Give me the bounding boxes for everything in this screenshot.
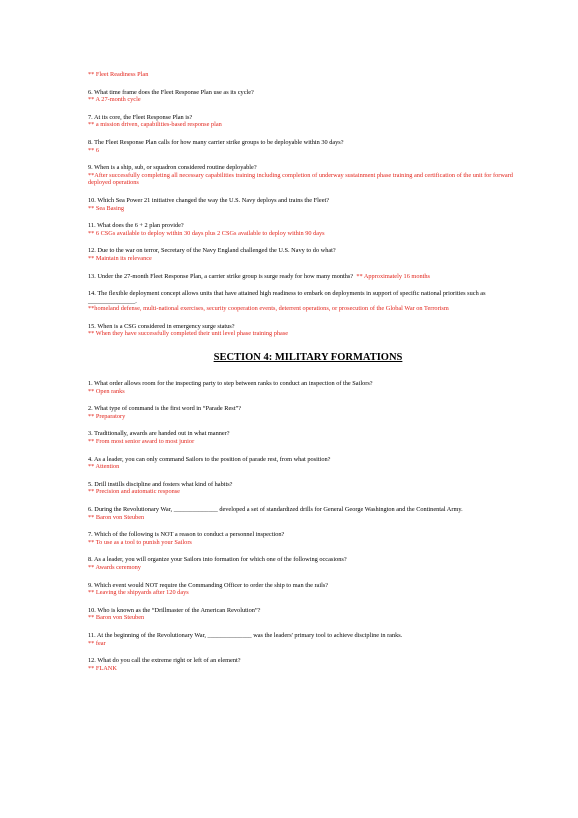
section3-list: [88, 89, 528, 338]
question-text: 7. Which of the following is NOT a reason to conduct a personnel inspection?: [88, 531, 285, 539]
answer-text: ** a mission driven, capabilities-based response plan: [88, 121, 222, 129]
question-item: [88, 481, 528, 496]
question-item: [88, 323, 528, 338]
answer-text: ** Preparatory: [88, 412, 126, 420]
answer-text: ** Precision and automatic response: [88, 488, 180, 496]
question-text: 8. As a leader, you will organize your Sailors into formation for which one of the following occasions?: [88, 556, 347, 564]
question-text: 6. What time frame does the Fleet Response Plan use as its cycle?: [88, 88, 254, 96]
question-text: 12. Due to the war on terror, Secretary of the Navy England challenged the U.S. Navy to do what?: [88, 247, 336, 255]
question-item: [88, 430, 528, 445]
question-item: [88, 380, 528, 395]
question-item: [88, 290, 528, 313]
page-content: [88, 71, 528, 682]
question-text: 4. As a leader, you can only command Sailors to the position of parade rest, from what position?: [88, 455, 331, 463]
answer-text: ** FLANK: [88, 664, 117, 672]
answer-text: ** Attention: [88, 463, 120, 471]
question-item: [88, 89, 528, 104]
answer-text: ** Maintain its relevance: [88, 254, 152, 262]
question-item: [88, 506, 528, 521]
question-text: 6. During the Revolutionary War, ______________ developed a set of standardized drills for General George Washington and the Continental Army.: [88, 506, 463, 513]
question-with-inline-answer: [88, 273, 528, 281]
question-item: [88, 273, 528, 281]
question-item: [88, 197, 528, 212]
question-item: [88, 114, 528, 129]
section-heading: SECTION 4: MILITARY FORMATIONS: [213, 352, 403, 364]
answer-text: ** 6: [88, 146, 100, 154]
question-item: [88, 531, 528, 546]
answer-text: **After successfully completing all necessary capabilities training including completion of underway sustainment phase training and certification of the unit for forward deployed operations: [88, 171, 513, 187]
answer-text: ** 6 CSGs available to deploy within 30 days plus 2 CSGs available to deploy within 90 days: [88, 229, 325, 237]
question-text: 14. The flexible deployment concept allows units that have attained high readiness to embark on deployments in support of specific national priorities such as _______________.: [88, 290, 486, 305]
question-item: [88, 632, 528, 647]
question-text: 3. Traditionally, awards are handed out in what manner?: [88, 430, 230, 438]
question-text: 15. When is a CSG considered in emergency surge status?: [88, 322, 235, 330]
answer-text: ** Awards ceremony: [88, 563, 141, 571]
question-item: [88, 556, 528, 571]
answer-text: ** When they have successfully completed their unit level phase training phase: [88, 330, 289, 338]
question-item: [88, 582, 528, 597]
question-text: 5. Drill instills discipline and fosters what kind of habits?: [88, 480, 233, 488]
question-text: 11. What does the 6 + 2 plan provide?: [88, 222, 184, 230]
answer-text: ** Baron von Steuben: [88, 513, 145, 521]
question-text: 12. What do you call the extreme right or left of an element?: [88, 657, 241, 665]
answer-text: ** fear: [88, 639, 106, 647]
question-item: [88, 456, 528, 471]
question-item: [88, 164, 528, 187]
question-text: 13. Under the 27-month Fleet Response Plan, a carrier strike group is surge ready for how many months?: [88, 272, 354, 280]
answer-text: ** To use as a tool to punish your Sailors: [88, 538, 192, 546]
question-text: 9. Which event would NOT require the Commanding Officer to order the ship to man the rails?: [88, 581, 329, 589]
answer-text: ** Open ranks: [88, 387, 125, 395]
question-item: [88, 657, 528, 672]
answer-text: ** Approximately 16 months: [356, 272, 430, 280]
question-text: 10. Who is known as the “Drillmaster of the American Revolution”?: [88, 606, 261, 614]
question-item: [88, 607, 528, 622]
answer-text: ** Sea Basing: [88, 204, 125, 212]
answer-text: ** Fleet Readiness Plan: [88, 71, 149, 78]
question-item: [88, 405, 528, 420]
answer-text: ** Leaving the shipyards after 120 days: [88, 589, 189, 597]
answer-text: **homeland defense, multi-national exercises, security cooperation events, deterrent operations, or prosecution of the Global War on Terrorism: [88, 305, 449, 313]
question-text: 11. At the beginning of the Revolutionary War, ______________ was the leaders' primary tool to achieve discipline in ranks.: [88, 631, 403, 639]
answer-text: ** A 27-month cycle: [88, 96, 141, 104]
question-item: [88, 222, 528, 237]
answer-text: ** Baron von Steuben: [88, 614, 145, 622]
section4-list: [88, 380, 528, 672]
top-answer-block: [88, 71, 528, 79]
question-text: 8. The Fleet Response Plan calls for how many carrier strike groups to be deployable within 30 days?: [88, 138, 344, 146]
question-text: 2. What type of command is the first word in “Parade Rest”?: [88, 405, 242, 413]
question-item: [88, 247, 528, 262]
question-text: 9. When is a ship, sub, or squadron considered routine deployable?: [88, 164, 257, 172]
question-text: 7. At its core, the Fleet Response Plan is?: [88, 113, 193, 121]
question-text: 1. What order allows room for the inspecting party to step between ranks to conduct an inspection of the Sailors?: [88, 380, 373, 388]
question-item: [88, 139, 528, 154]
question-text: 10. Which Sea Power 21 initiative changed the way the U.S. Navy deploys and trains the Fleet?: [88, 196, 330, 204]
answer-text: ** From most senior award to most junior: [88, 438, 195, 446]
